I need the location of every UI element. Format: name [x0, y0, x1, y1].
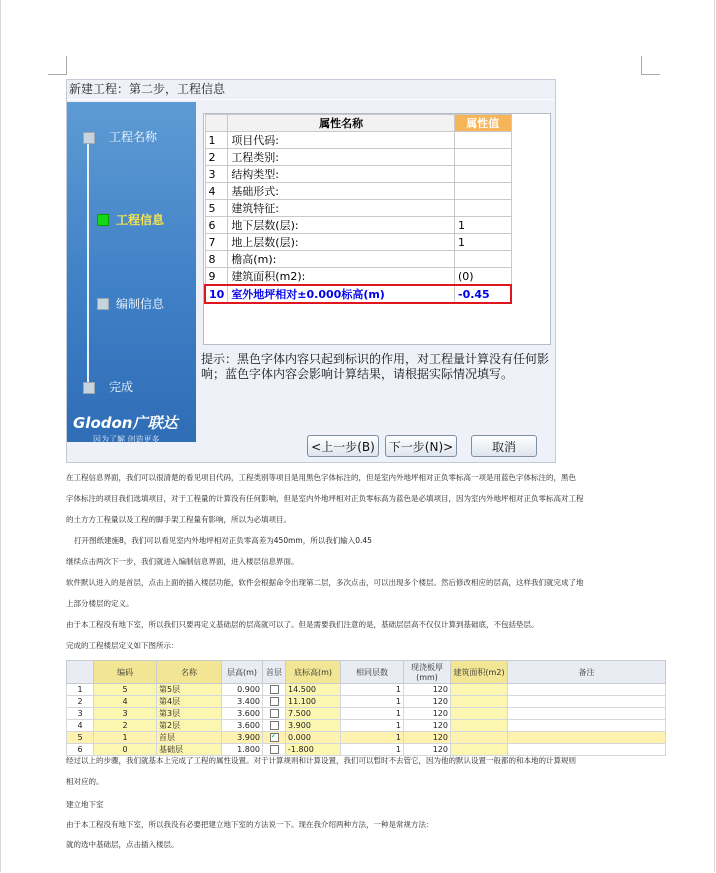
floor-height[interactable]: 3.400 [222, 696, 263, 708]
step-connector [87, 132, 89, 387]
step-finish[interactable]: 完成 [109, 380, 134, 394]
floor-bottom-elevation[interactable]: 7.500 [286, 708, 341, 720]
floor-bottom-elevation[interactable]: 11.100 [286, 696, 341, 708]
checkbox-icon[interactable] [270, 733, 279, 742]
body-paragraph: 由于本工程没有地下室，所以我没有必要把建立地下室的方法说一下。现在我介绍两种方法，一种是常规方法： [66, 820, 434, 829]
body-paragraph: 在工程信息界面，我们可以很清楚的看见项目代码，工程类别等项目是用黑色字体标注的，但是室内外地坪相对正负零标高一项是用蓝色字体标注的，黑色 [66, 473, 576, 482]
floor-height[interactable]: 1.800 [222, 744, 263, 756]
floor-name[interactable]: 第4层 [157, 696, 222, 708]
step-project-info[interactable]: 工程信息 [116, 213, 165, 227]
floor-code[interactable]: 1 [94, 732, 157, 744]
glodon-logo: Glodon广联达 [73, 414, 178, 432]
floor-bottom-elevation[interactable]: -1.800 [286, 744, 341, 756]
property-name: 基础形式: [228, 183, 455, 200]
first-floor-checkbox[interactable] [263, 732, 286, 744]
floor-code[interactable]: 3 [94, 708, 157, 720]
floor-index[interactable]: 3 [67, 708, 94, 720]
floor-area[interactable] [451, 732, 508, 744]
property-row[interactable] [205, 268, 511, 286]
first-floor-checkbox[interactable] [263, 684, 286, 696]
property-row[interactable] [205, 234, 511, 251]
floor-same-count[interactable]: 1 [341, 696, 404, 708]
remarks-header: 备注 [508, 661, 666, 684]
floor-row[interactable] [67, 696, 666, 708]
row-number: 8 [205, 251, 228, 268]
row-number: 3 [205, 166, 228, 183]
floor-index[interactable]: 1 [67, 684, 94, 696]
first-floor-checkbox[interactable] [263, 696, 286, 708]
property-row[interactable] [205, 285, 511, 303]
floor-height-header: 层高(m) [222, 661, 263, 684]
step-compile-info[interactable]: 编制信息 [116, 297, 165, 311]
property-row[interactable] [205, 251, 511, 268]
body-paragraph: 字体标注的项目我们选填项目，对于工程量的计算没有任何影响，但是室内外地坪相对正负零标高为蓝色是必填项目，因为室内外地坪相对正负零标高对工程 [66, 494, 584, 503]
step-marker-project-info [97, 214, 109, 226]
title-divider [67, 99, 556, 100]
new-project-dialog [66, 79, 556, 463]
floor-area-header: 建筑面积(m2) [451, 661, 508, 684]
row-number: 1 [205, 132, 228, 149]
property-value[interactable] [455, 149, 512, 166]
floor-index[interactable]: 6 [67, 744, 94, 756]
floor-name[interactable]: 第3层 [157, 708, 222, 720]
next-button[interactable]: 下一步(N)> [385, 435, 457, 457]
floor-name[interactable]: 第2层 [157, 720, 222, 732]
step-marker-finish [83, 382, 95, 394]
floor-index-header [67, 661, 94, 684]
property-name-header: 属性名称 [228, 115, 455, 132]
property-value[interactable]: 1 [455, 234, 512, 251]
floor-name[interactable]: 第5层 [157, 684, 222, 696]
body-paragraph: 完成的工程楼层定义如下图所示： [66, 641, 179, 650]
crop-mark-top-left [48, 56, 67, 75]
slab-thickness-header: 现浇板厚(mm) [404, 661, 451, 684]
floor-same-count[interactable]: 1 [341, 708, 404, 720]
property-row[interactable] [205, 183, 511, 200]
property-grid [203, 113, 551, 345]
back-button[interactable]: <上一步(B) [307, 435, 379, 457]
body-paragraph: 继续点击两次下一步，我们就进入编制信息界面，进入楼层信息界面。 [66, 557, 299, 566]
property-name: 檐高(m): [228, 251, 455, 268]
floor-remarks[interactable] [508, 696, 666, 708]
body-paragraph: 经过以上的步骤，我们就基本上完成了工程的属性设置。对于计算规则和计算设置，我们可以暂时不去管它，因为他的默认设置一般都的和本地的计算规则 [66, 756, 576, 765]
floor-bottom-elevation[interactable]: 0.000 [286, 732, 341, 744]
floor-index[interactable]: 5 [67, 732, 94, 744]
body-paragraph: 相对应的。 [66, 777, 104, 786]
floor-same-count[interactable]: 1 [341, 720, 404, 732]
floor-code[interactable]: 2 [94, 720, 157, 732]
row-number: 5 [205, 200, 228, 217]
property-value[interactable] [455, 200, 512, 217]
floor-area[interactable] [451, 744, 508, 756]
floor-remarks[interactable] [508, 708, 666, 720]
property-value[interactable]: (0) [455, 268, 512, 286]
floor-same-count[interactable]: 1 [341, 684, 404, 696]
property-value[interactable] [455, 251, 512, 268]
row-number: 4 [205, 183, 228, 200]
row-number: 2 [205, 149, 228, 166]
property-name: 室外地坪相对±0.000标高(m) [228, 285, 455, 303]
floor-same-count[interactable]: 1 [341, 732, 404, 744]
property-name: 结构类型: [228, 166, 455, 183]
property-row[interactable] [205, 149, 511, 166]
first-floor-checkbox[interactable] [263, 744, 286, 756]
property-table [204, 114, 512, 304]
floor-name-header: 名称 [157, 661, 222, 684]
property-row[interactable] [205, 166, 511, 183]
floor-area[interactable] [451, 684, 508, 696]
property-name: 工程类别: [228, 149, 455, 166]
property-name: 建筑特征: [228, 200, 455, 217]
checkbox-icon[interactable] [270, 745, 279, 754]
floor-table [66, 660, 666, 756]
floor-area[interactable] [451, 696, 508, 708]
crop-mark-top-right [641, 56, 660, 75]
property-value-header: 属性值 [455, 115, 512, 132]
same-floors-header: 相同层数 [341, 661, 404, 684]
step-marker-project-name [83, 132, 95, 144]
floor-name[interactable]: 基础层 [157, 744, 222, 756]
step-marker-compile-info [97, 298, 109, 310]
checkbox-icon[interactable] [270, 709, 279, 718]
floor-slab-thickness[interactable]: 120 [404, 708, 451, 720]
property-value[interactable]: -0.45 [455, 285, 512, 303]
row-number: 10 [205, 285, 228, 303]
bottom-elevation-header: 底标高(m) [286, 661, 341, 684]
brand-slogan: 因为了解 创造更多 [93, 435, 160, 444]
property-row[interactable] [205, 200, 511, 217]
floor-bottom-elevation[interactable]: 14.500 [286, 684, 341, 696]
floor-remarks[interactable] [508, 744, 666, 756]
floor-remarks[interactable] [508, 720, 666, 732]
property-name: 项目代码: [228, 132, 455, 149]
property-value[interactable] [455, 132, 512, 149]
first-floor-header: 首层 [263, 661, 286, 684]
floor-remarks[interactable] [508, 732, 666, 744]
floor-slab-thickness[interactable]: 120 [404, 684, 451, 696]
row-number: 7 [205, 234, 228, 251]
floor-slab-thickness[interactable]: 120 [404, 696, 451, 708]
hint-line-2: 响；蓝色字体内容会影响计算结果，请根据实际情况填写。 [201, 367, 514, 381]
hint-line-1: 提示：黑色字体内容只起到标识的作用，对工程量计算没有任何影 [201, 352, 550, 366]
body-paragraph: 软件默认进入的是首层，点击上面的插入楼层功能，软件会根据命令出现第二层，多次点击，可以出现多个楼层。然后修改相应的层高，这样我们就完成了地 [66, 578, 584, 587]
floor-height[interactable]: 0.900 [222, 684, 263, 696]
body-paragraph: 的土方方工程量以及工程的脚手架工程量有影响，所以为必填项目。 [66, 515, 291, 524]
body-paragraph: 建立地下室 [66, 800, 104, 809]
property-value[interactable] [455, 183, 512, 200]
body-paragraph: 打开图纸建施8，我们可以看见室内外地坪相对正负零高差为450mm，所以我们输入0.45 [74, 536, 372, 545]
floor-name[interactable]: 首层 [157, 732, 222, 744]
row-number: 6 [205, 217, 228, 234]
floor-height[interactable]: 3.600 [222, 708, 263, 720]
floor-code[interactable]: 0 [94, 744, 157, 756]
checkbox-icon[interactable] [270, 697, 279, 706]
property-name: 地上层数(层): [228, 234, 455, 251]
dialog-title: 新建工程：第二步，工程信息 [69, 82, 226, 96]
floor-index[interactable]: 2 [67, 696, 94, 708]
cancel-button[interactable]: 取消 [471, 435, 537, 457]
property-row[interactable] [205, 217, 511, 234]
body-paragraph: 上部分楼层的定义。 [66, 599, 134, 608]
floor-code[interactable]: 4 [94, 696, 157, 708]
floor-row[interactable] [67, 732, 666, 744]
first-floor-checkbox[interactable] [263, 720, 286, 732]
floor-row[interactable] [67, 684, 666, 696]
property-row[interactable] [205, 132, 511, 149]
row-number-header [205, 115, 228, 132]
property-name: 地下层数(层): [228, 217, 455, 234]
checkbox-icon[interactable] [270, 685, 279, 694]
step-project-name[interactable]: 工程名称 [109, 130, 158, 144]
property-value[interactable] [455, 166, 512, 183]
floor-bottom-elevation[interactable]: 3.900 [286, 720, 341, 732]
floor-slab-thickness[interactable]: 120 [404, 732, 451, 744]
body-paragraph: 由于本工程没有地下室，所以我们只要再定义基础层的层高就可以了。但是需要我们注意的是，基础层层高不仅仅计算到基础底，不包括垫层。 [66, 620, 539, 629]
floor-height[interactable]: 3.600 [222, 720, 263, 732]
first-floor-checkbox[interactable] [263, 708, 286, 720]
floor-area[interactable] [451, 708, 508, 720]
floor-code-header: 编码 [94, 661, 157, 684]
floor-code[interactable]: 5 [94, 684, 157, 696]
row-number: 9 [205, 268, 228, 286]
property-name: 建筑面积(m2): [228, 268, 455, 286]
floor-row[interactable] [67, 744, 666, 756]
floor-same-count[interactable]: 1 [341, 744, 404, 756]
floor-row[interactable] [67, 720, 666, 732]
body-paragraph: 就的选中基础层，点击插入楼层。 [66, 840, 179, 849]
floor-index[interactable]: 4 [67, 720, 94, 732]
floor-remarks[interactable] [508, 684, 666, 696]
floor-slab-thickness[interactable]: 120 [404, 744, 451, 756]
floor-height[interactable]: 3.900 [222, 732, 263, 744]
property-value[interactable]: 1 [455, 217, 512, 234]
hint-text [201, 352, 551, 382]
floor-area[interactable] [451, 720, 508, 732]
floor-slab-thickness[interactable]: 120 [404, 720, 451, 732]
floor-row[interactable] [67, 708, 666, 720]
wizard-step-panel [67, 102, 196, 442]
checkbox-icon[interactable] [270, 721, 279, 730]
